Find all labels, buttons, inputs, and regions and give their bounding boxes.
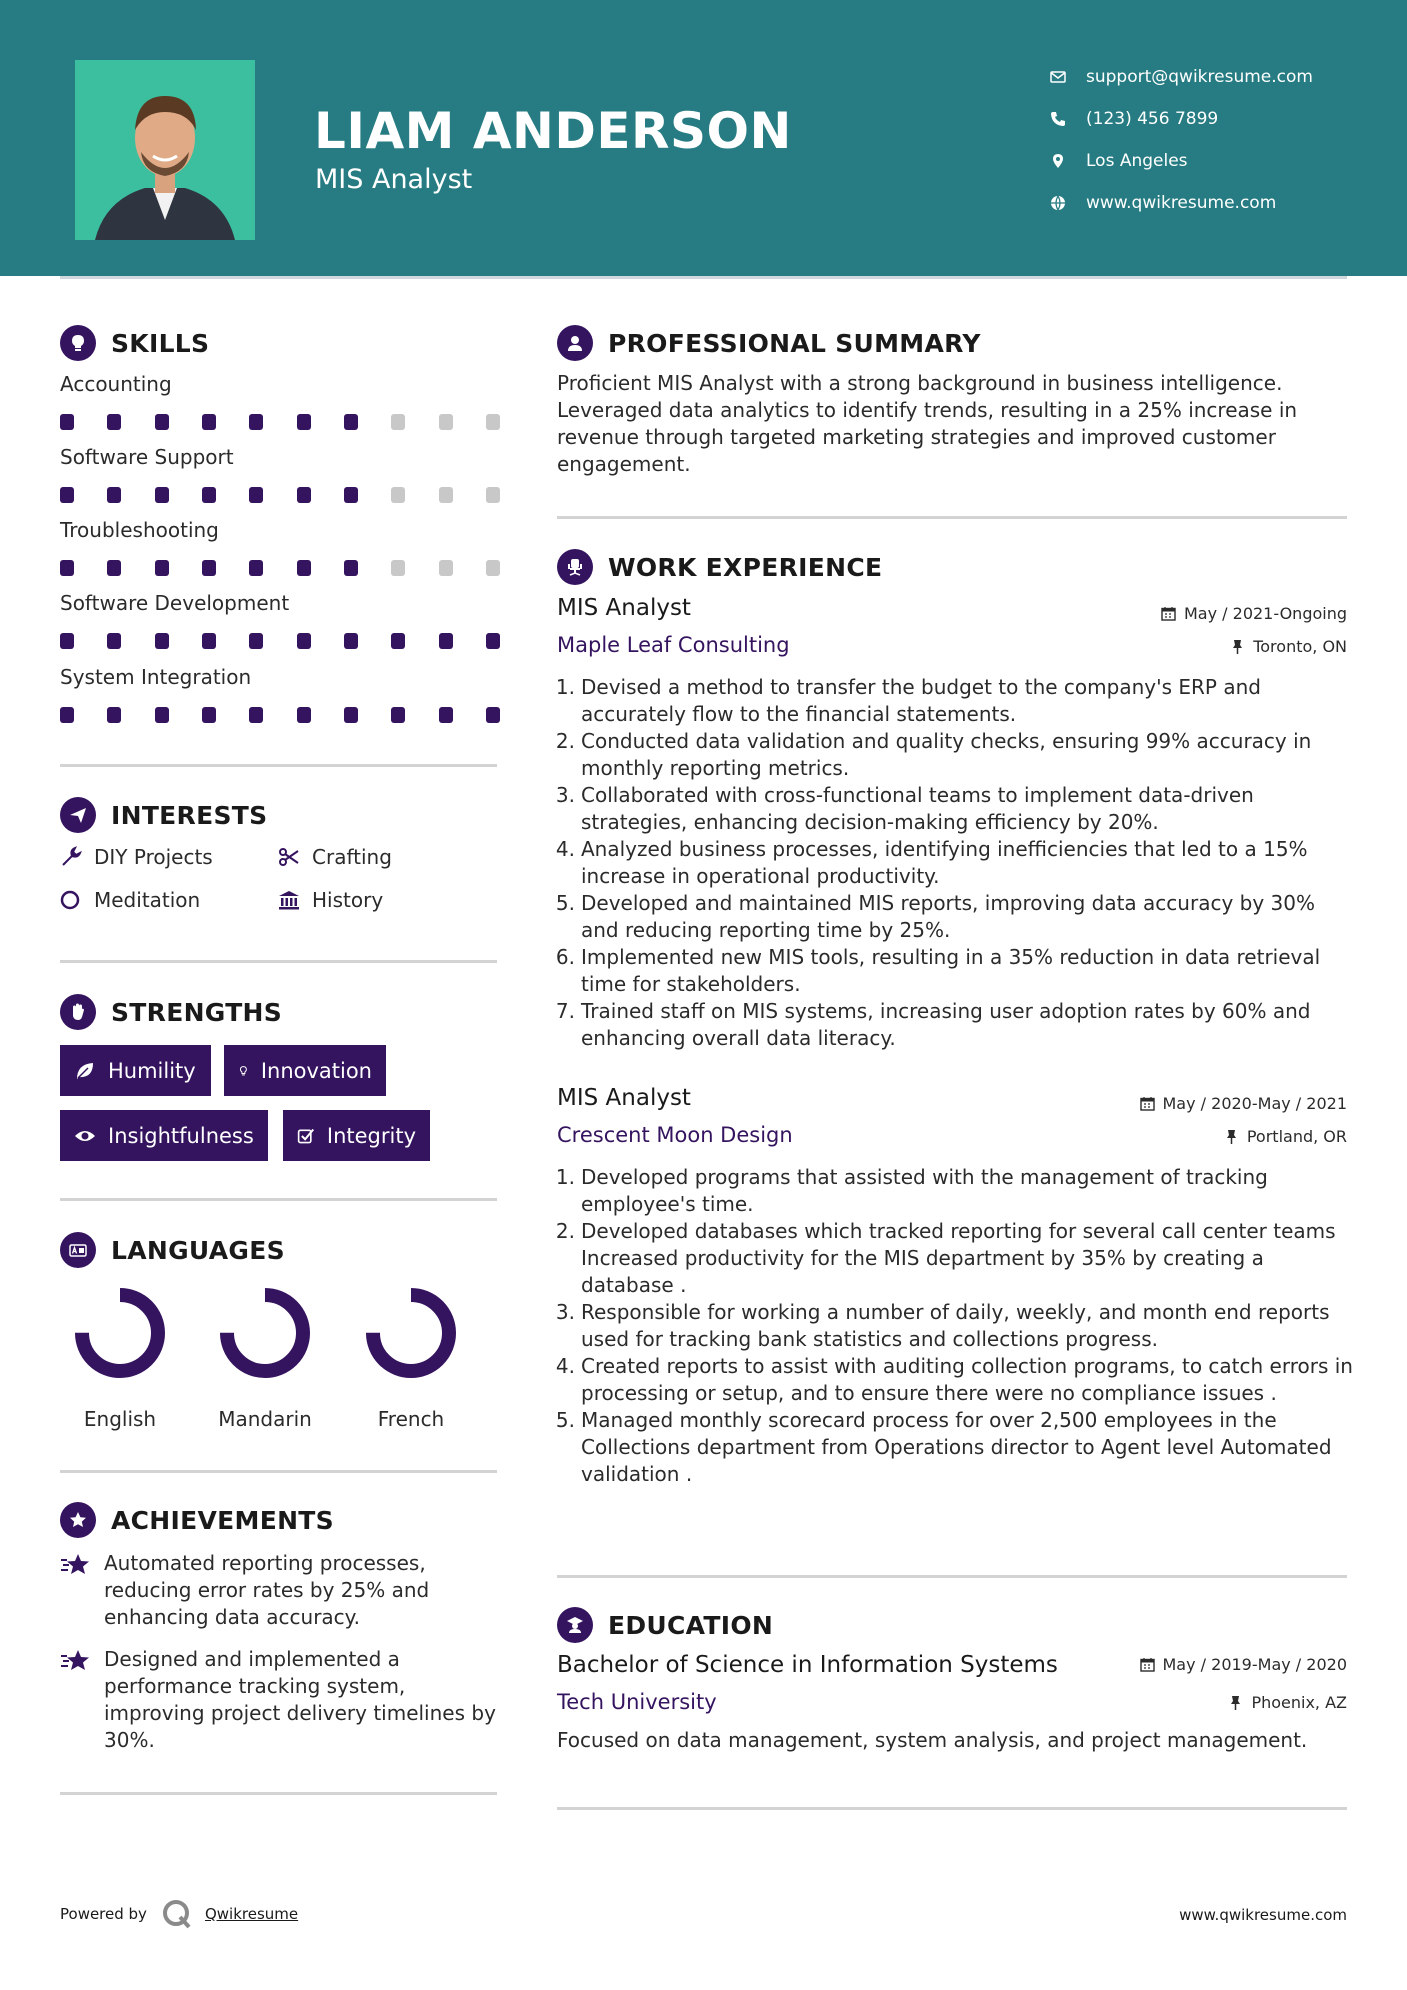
rating-dot-empty — [439, 487, 453, 503]
company-name: Crescent Moon Design — [557, 1123, 793, 1147]
candidate-title: MIS Analyst — [315, 164, 473, 195]
list-item: 3. Collaborated with cross-functional teams to implement data-driven strategies, enhancing decision-making efficiency by 20%. — [555, 783, 1254, 834]
rating-dot-empty — [486, 487, 500, 503]
rating-dot-filled — [202, 560, 216, 576]
circle-icon — [60, 889, 94, 911]
wrench-icon — [60, 846, 94, 868]
rating-dot-filled — [439, 633, 453, 649]
contact-location — [1050, 140, 1390, 182]
rating-dot-filled — [155, 414, 169, 430]
rating-dot-filled — [344, 487, 358, 503]
qwikresume-logo-icon — [161, 1898, 193, 1930]
contact-website-text: www.qwikresume.com — [1086, 193, 1277, 213]
job-title: MIS Analyst — [557, 1085, 691, 1111]
candidate-name: LIAM ANDERSON — [314, 102, 792, 160]
profile-photo — [75, 60, 255, 240]
company-name: Maple Leaf Consulting — [557, 633, 790, 657]
paper-plane-icon — [60, 797, 96, 833]
rating-dot-filled — [297, 633, 311, 649]
translate-icon — [60, 1232, 96, 1268]
rating-dot-filled — [107, 560, 121, 576]
skill-label: Accounting — [60, 372, 172, 396]
rating-dot-filled — [107, 487, 121, 503]
calendar-icon — [1140, 1096, 1155, 1111]
contact-email[interactable] — [1050, 56, 1390, 98]
rating-dot-filled — [344, 633, 358, 649]
rating-dot-empty — [391, 414, 405, 430]
achievement-item: Automated reporting processes, reducing error rates by 25% and enhancing data accuracy. — [60, 1550, 500, 1631]
skill-system-integration — [60, 665, 500, 723]
header-divider — [60, 276, 1347, 279]
interest-diy-projects: DIY Projects — [60, 845, 213, 869]
rating-dot-filled — [60, 633, 74, 649]
job-dates: May / 2021-Ongoing — [1161, 604, 1347, 623]
check-square-icon — [297, 1125, 315, 1147]
list-item: 1. Developed programs that assisted with the management of tracking employee's time. — [555, 1165, 1268, 1216]
rating-dot-filled — [155, 707, 169, 723]
rating-dot-filled — [297, 560, 311, 576]
skill-label: Software Development — [60, 591, 290, 615]
achievements-heading: ACHIEVEMENTS — [60, 1502, 334, 1538]
rating-dot-filled — [249, 487, 263, 503]
interest-history: History — [278, 888, 383, 912]
strengths-heading: STRENGTHS — [60, 994, 282, 1030]
skills-heading: SKILLS — [60, 325, 209, 361]
rating-dot-filled — [202, 707, 216, 723]
rating-dot-empty — [391, 560, 405, 576]
contact-email-text: support@qwikresume.com — [1086, 67, 1313, 87]
calendar-icon — [1140, 1657, 1155, 1672]
office-chair-icon — [557, 549, 593, 585]
rating-dot-empty — [439, 560, 453, 576]
phone-icon — [1050, 111, 1086, 127]
language-ring — [70, 1283, 170, 1383]
pushpin-icon — [1228, 1695, 1243, 1710]
summary-divider — [557, 516, 1347, 519]
contact-list — [1050, 56, 1390, 224]
rating-dot-filled — [155, 560, 169, 576]
skill-rating — [60, 414, 500, 430]
rating-dot-filled — [344, 707, 358, 723]
rating-dot-filled — [391, 633, 405, 649]
list-item: 1. Devised a method to transfer the budget to the company's ERP and accurately flow to the financial statements. — [555, 675, 1261, 726]
list-item: 5. Developed and maintained MIS reports, improving data accuracy by 30% and reducing reporting time by 25%. — [555, 891, 1315, 942]
strength-humility: Humility — [60, 1045, 211, 1096]
skill-rating — [60, 707, 500, 723]
list-item: 5. Managed monthly scorecard process for over 2,500 employees in the Collections department from Operations director to Agent level Automated validation . — [555, 1408, 1332, 1486]
graduate-icon — [557, 1607, 593, 1643]
rating-dot-filled — [297, 414, 311, 430]
rating-dot-filled — [344, 414, 358, 430]
list-item: 4. Analyzed business processes, identifying inefficiencies that led to a 15% increase in operational productivity. — [555, 837, 1308, 888]
strength-innovation: Innovation — [224, 1045, 386, 1096]
skill-software-support — [60, 445, 500, 503]
rating-dot-filled — [439, 707, 453, 723]
job-responsibilities — [553, 1164, 1353, 1488]
rating-dot-filled — [202, 487, 216, 503]
education-heading: EDUCATION — [557, 1607, 773, 1643]
language-ring — [215, 1283, 315, 1383]
achievements-divider — [60, 1792, 497, 1795]
eye-icon — [74, 1125, 96, 1147]
job-title: MIS Analyst — [557, 595, 691, 621]
location-pin-icon — [1050, 153, 1086, 169]
rating-dot-filled — [60, 707, 74, 723]
list-item: 6. Implemented new MIS tools, resulting in a 35% reduction in data retrieval time for stakeholders. — [555, 945, 1321, 996]
pushpin-icon — [1224, 1129, 1239, 1144]
job-location: Toronto, ON — [1230, 637, 1347, 656]
skill-label: System Integration — [60, 665, 252, 689]
hand-icon — [60, 994, 96, 1030]
achievement-item: Designed and implemented a performance tracking system, improving project delivery timelines by 30%. — [60, 1646, 500, 1754]
rating-dot-filled — [155, 633, 169, 649]
rating-dot-filled — [155, 487, 169, 503]
skill-rating — [60, 560, 500, 576]
list-item: 2. Developed databases which tracked reporting for several call center teams Increased productivity for the MIS department by 35% by creating a database . — [555, 1219, 1336, 1297]
scissors-icon — [278, 846, 312, 868]
job-dates: May / 2020-May / 2021 — [1140, 1094, 1348, 1113]
museum-icon — [278, 889, 312, 911]
interest-crafting: Crafting — [278, 845, 392, 869]
list-item: 3. Responsible for working a number of daily, weekly, and month end reports used for tracking bank statistics and collections progress. — [555, 1300, 1330, 1351]
summary-text: Proficient MIS Analyst with a strong background in business intelligence. Leveraged data analytics to identify trends, resulting in a 25% increase in revenue through targeted marketing strategies and improved customer engagement. — [557, 371, 1298, 476]
footer-website[interactable]: www.qwikresume.com — [1179, 1906, 1347, 1924]
pushpin-icon — [1230, 639, 1245, 654]
star-icon — [60, 1550, 104, 1631]
calendar-icon — [1161, 606, 1176, 621]
contact-location-text: Los Angeles — [1086, 151, 1188, 171]
experience-heading: WORK EXPERIENCE — [557, 549, 882, 585]
lightbulb-icon — [60, 325, 96, 361]
rating-dot-filled — [60, 560, 74, 576]
summary-heading: PROFESSIONAL SUMMARY — [557, 325, 981, 361]
strength-insightfulness: Insightfulness — [60, 1110, 268, 1161]
lightbulb-icon — [238, 1060, 249, 1082]
strengths-divider — [60, 1198, 497, 1201]
list-item: 4. Created reports to assist with auditing collection programs, to catch errors in processing or setup, and to ensure there were no compliance issues . — [555, 1354, 1353, 1405]
list-item: 2. Conducted data validation and quality checks, ensuring 99% accuracy in monthly reporting metrics. — [555, 729, 1312, 780]
rating-dot-empty — [439, 414, 453, 430]
rating-dot-filled — [249, 560, 263, 576]
rating-dot-filled — [486, 707, 500, 723]
strength-integrity: Integrity — [283, 1110, 430, 1161]
rating-dot-filled — [297, 487, 311, 503]
contact-phone-text: (123) 456 7899 — [1086, 109, 1219, 129]
rating-dot-filled — [107, 414, 121, 430]
language-english: English — [50, 1283, 190, 1431]
globe-icon — [1050, 195, 1086, 211]
rating-dot-empty — [391, 487, 405, 503]
rating-dot-filled — [107, 633, 121, 649]
contact-phone[interactable] — [1050, 98, 1390, 140]
rating-dot-filled — [391, 707, 405, 723]
skill-label: Software Support — [60, 445, 234, 469]
education-location: Phoenix, AZ — [1228, 1693, 1347, 1712]
rating-dot-filled — [60, 414, 74, 430]
education-description: Focused on data management, system analysis, and project management. — [557, 1728, 1308, 1752]
qwikresume-link[interactable]: Qwikresume — [204, 1905, 299, 1923]
rating-dot-filled — [249, 633, 263, 649]
rating-dot-filled — [249, 707, 263, 723]
interests-divider — [60, 960, 497, 963]
language-ring — [361, 1283, 461, 1383]
user-icon — [557, 325, 593, 361]
skill-rating — [60, 633, 500, 649]
resume-header — [0, 0, 1407, 276]
rating-dot-filled — [202, 633, 216, 649]
leaf-icon — [74, 1060, 96, 1082]
skill-accounting — [60, 372, 500, 430]
language-mandarin: Mandarin — [195, 1283, 335, 1431]
skill-software-development — [60, 591, 500, 649]
degree-title: Bachelor of Science in Information Systems — [557, 1652, 1058, 1678]
interests-heading: INTERESTS — [60, 797, 267, 833]
star-badge-icon — [60, 1502, 96, 1538]
languages-divider — [60, 1470, 497, 1473]
language-french: French — [341, 1283, 481, 1431]
rating-dot-filled — [486, 633, 500, 649]
contact-website[interactable] — [1050, 182, 1390, 224]
rating-dot-empty — [486, 560, 500, 576]
list-item: 7. Trained staff on MIS systems, increasing user adoption rates by 60% and enhancing overall data literacy. — [555, 999, 1311, 1050]
rating-dot-filled — [297, 707, 311, 723]
languages-heading: LANGUAGES — [60, 1232, 285, 1268]
rating-dot-filled — [344, 560, 358, 576]
job-responsibilities — [553, 674, 1353, 1052]
rating-dot-empty — [486, 414, 500, 430]
rating-dot-filled — [60, 487, 74, 503]
job-location: Portland, OR — [1224, 1127, 1347, 1146]
star-icon — [60, 1646, 104, 1754]
skills-divider — [60, 764, 497, 767]
school-name: Tech University — [557, 1690, 717, 1714]
footer-powered-by: Powered by Qwikresume — [60, 1898, 298, 1930]
education-dates: May / 2019-May / 2020 — [1140, 1655, 1348, 1674]
skill-rating — [60, 487, 500, 503]
skill-label: Troubleshooting — [60, 518, 219, 542]
rating-dot-filled — [249, 414, 263, 430]
education-divider — [557, 1807, 1347, 1810]
interest-meditation: Meditation — [60, 888, 200, 912]
experience-divider — [557, 1575, 1347, 1578]
rating-dot-filled — [107, 707, 121, 723]
rating-dot-filled — [202, 414, 216, 430]
envelope-icon — [1050, 69, 1086, 85]
skill-troubleshooting — [60, 518, 500, 576]
